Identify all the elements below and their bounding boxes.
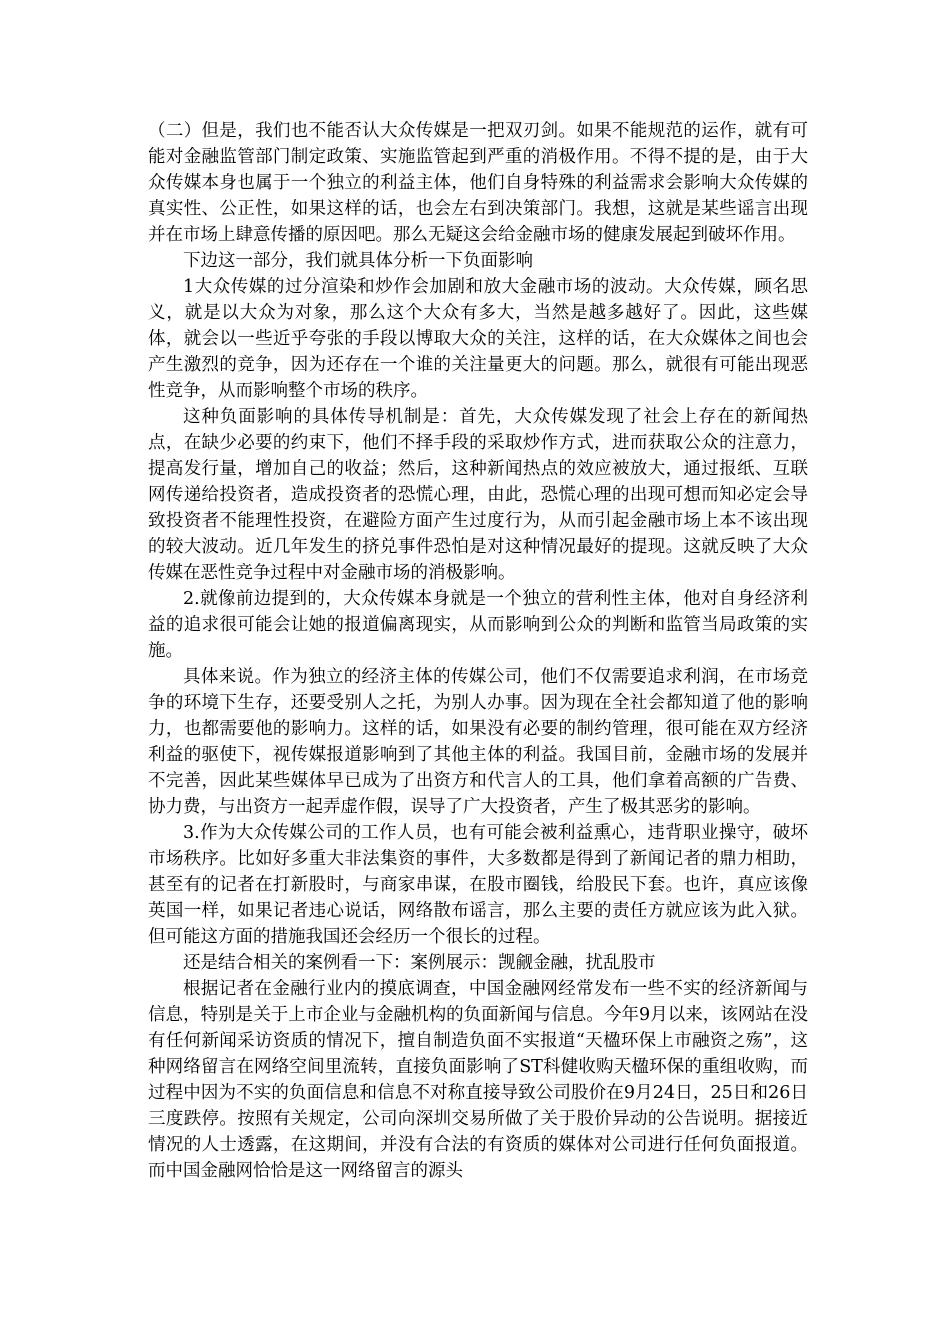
paragraph-1: （二）但是，我们也不能否认大众传媒是一把双刃剑。如果不能规范的运作，就有可能对金融监管部门制定政策、实施监管起到严重的消极作用。不得不提的是，由于大众传媒本身也属于一个独立的利益主体，他们自身特殊的利益需求会影响大众传媒的真实性、公正性，如果这样的话，也会左右到决策部门。我想，这就是某些谣言出现并在市场上肆意传播的原因吧。那么无疑这会给金融市场的健康发展起到破坏作用。: [148, 121, 808, 245]
paragraph-3: 1大众传媒的过分渲染和炒作会加剧和放大金融市场的波动。大众传媒，顾名思义，就是以大众为对象，那么这个大众有多大，当然是越多越好了。因此，这些媒体，就会以一些近乎夸张的手段以博取大众的关注，这样的话，在大众媒体之间也会产生激烈的竞争，因为还存在一个谁的关注量更大的问题。那么，就很有可能出现恶性竞争，从而影响整个市场的秩序。: [148, 277, 808, 401]
document-body: [148, 118, 808, 1184]
paragraph-7: 3.作为大众传媒公司的工作人员，也有可能会被利益熏心，违背职业操守，破坏市场秩序。比如好多重大非法集资的事件，大多数都是得到了新闻记者的鼎力相助，甚至有的记者在打新股时，与商家串谋，在股市圈钱，给股民下套。也许，真应该像英国一样，如果记者违心说话，网络散布谣言，那么主要的责任方就应该为此入狱。但可能这方面的措施我国还会经历一个很长的过程。: [148, 823, 808, 947]
paragraph-2: 下边这一部分，我们就具体分析一下负面影响: [183, 251, 533, 271]
paragraph-6: 具体来说。作为独立的经济主体的传媒公司，他们不仅需要追求利润，在市场竞争的环境下生存，还要受别人之托，为别人办事。因为现在全社会都知道了他的影响力，也都需要他的影响力。这样的话，如果没有必要的制约管理，很可能在双方经济利益的驱使下，视传媒报道影响到了其他主体的利益。我国目前，金融市场的发展并不完善，因此某些媒体早已成为了出资方和代言人的工具，他们拿着高额的广告费、协力费，与出资方一起弄虚作假，误导了广大投资者，产生了极其恶劣的影响。: [148, 667, 808, 817]
paragraph-5: 2.就像前边提到的，大众传媒本身就是一个独立的营利性主体，他对自身经济利益的追求很可能会让她的报道偏离现实，从而影响到公众的判断和监管当局政策的实施。: [148, 589, 808, 661]
paragraph-9: 根据记者在金融行业内的摸底调查，中国金融网经常发布一些不实的经济新闻与信息，特别是关于上市企业与金融机构的负面新闻与信息。今年9月以来，该网站在没有任何新闻采访资质的情况下，擅自制造负面不实报道“天楹环保上市融资之殇”，这种网络留言在网络空间里流转，直接负面影响了ST科健收购天楹环保的重组收购，而过程中因为不实的负面信息和信息不对称直接导致公司股价在9月24日，25日和26日三度跌停。按照有关规定，公司向深圳交易所做了关于股价异动的公告说明。据接近情况的人士透露，在这期间，并没有合法的有资质的媒体对公司进行任何负面报道。而中国金融网恰恰是这一网络留言的源头: [148, 979, 808, 1181]
paragraph-4: 这种负面影响的具体传导机制是：首先，大众传媒发现了社会上存在的新闻热点，在缺少必要的约束下，他们不择手段的采取炒作方式，进而获取公众的注意力，提高发行量，增加自己的收益；然后，这种新闻热点的效应被放大，通过报纸、互联网传递给投资者，造成投资者的恐慌心理，由此，恐慌心理的出现可想而知必定会导致投资者不能理性投资，在避险方面产生过度行为，从而引起金融市场上本不该出现的较大波动。近几年发生的挤兑事件恐怕是对这种情况最好的提现。这就反映了大众传媒在恶性竞争过程中对金融市场的消极影响。: [148, 407, 808, 583]
paragraph-8: 还是结合相关的案例看一下：案例展示：觊觎金融，扰乱股市: [183, 953, 656, 973]
